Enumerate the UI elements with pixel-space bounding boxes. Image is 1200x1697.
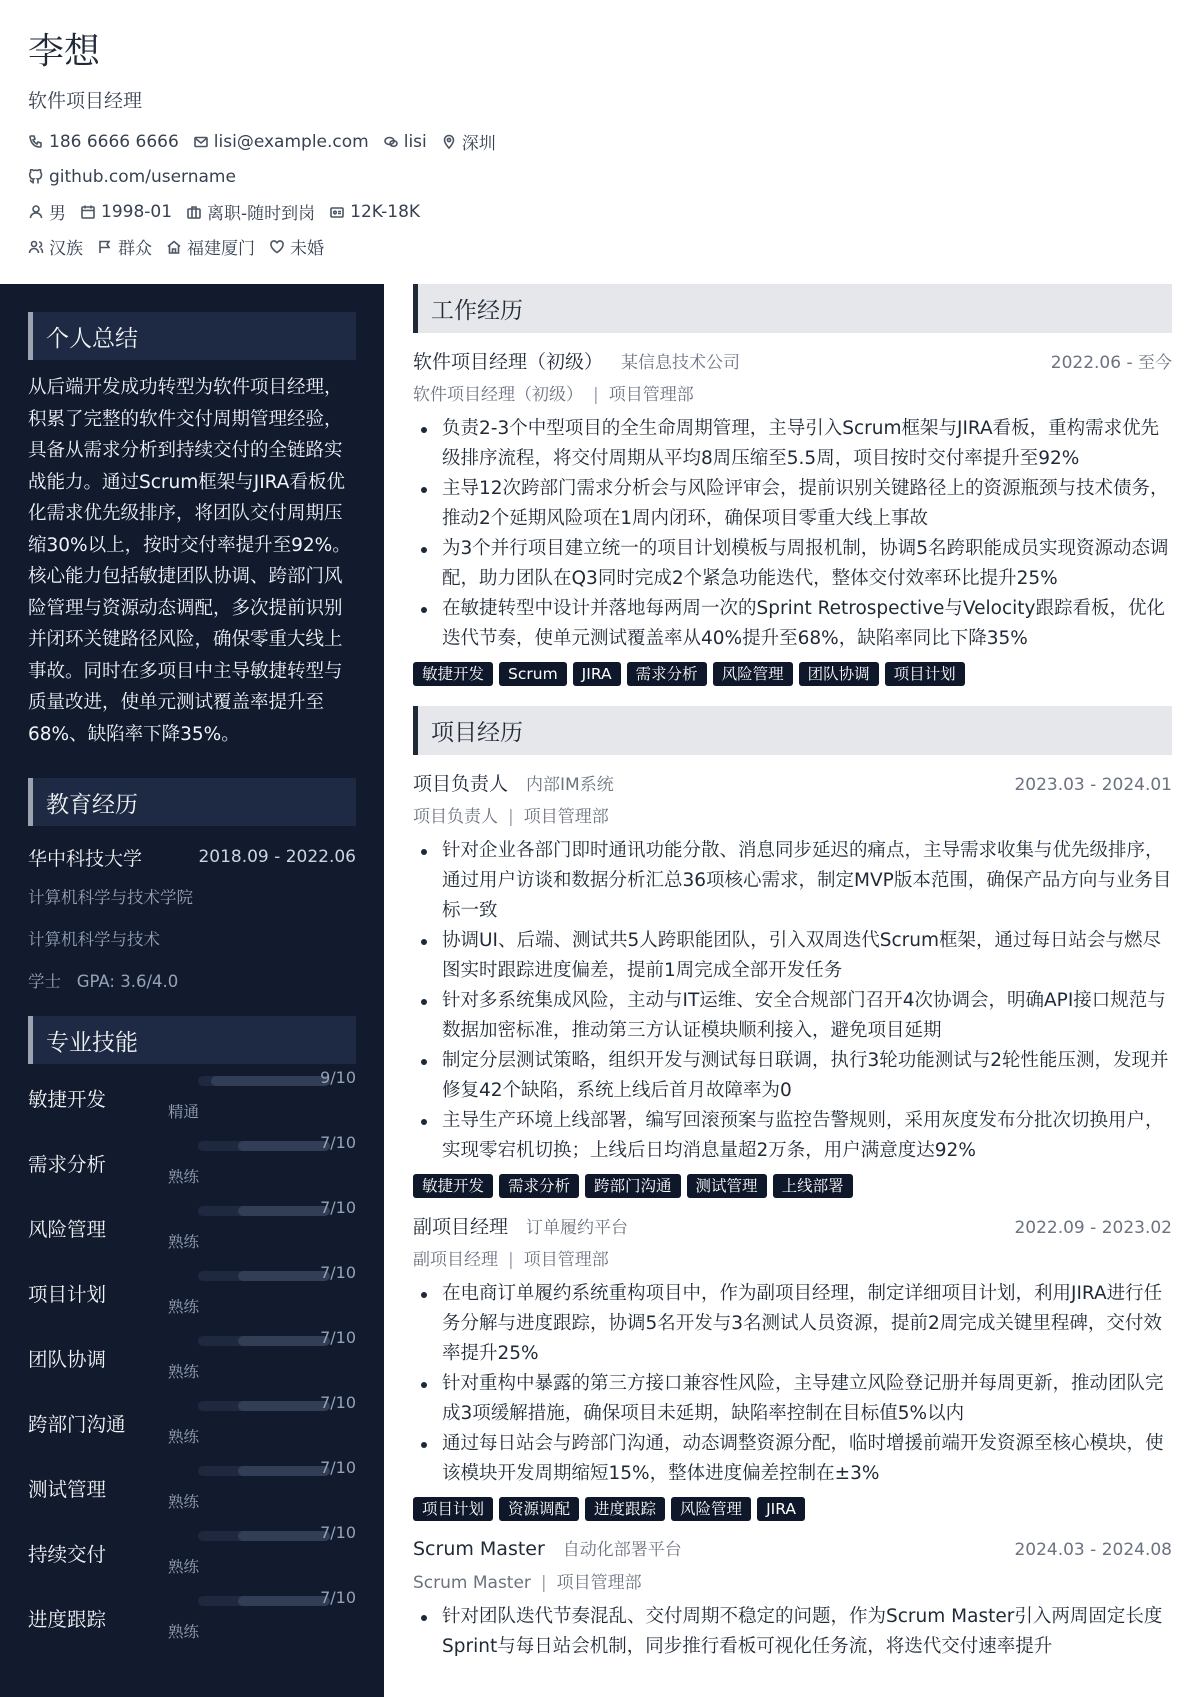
status-item [186, 199, 315, 224]
status-text: 离职-随时到岗 [207, 204, 316, 224]
entry-date: 2022.06 - 至今 [1050, 353, 1172, 373]
skill-bar-fill [238, 1401, 330, 1411]
hometown-text: 福建厦门 [187, 239, 255, 259]
birth-item [80, 202, 172, 222]
gpa-text: GPA: 3.6/4.0 [76, 972, 179, 991]
experience-entry [413, 769, 1172, 1198]
personal-row-1 [28, 194, 1172, 229]
entry-sub-role: 项目负责人 [413, 807, 498, 827]
skill-level: 精通 [168, 1103, 200, 1121]
tag-list [413, 662, 1172, 686]
skill-name: 跨部门沟通 [28, 1413, 126, 1436]
tag-list [413, 1497, 1172, 1521]
politics-item [97, 234, 152, 259]
location-text: 深圳 [461, 134, 496, 154]
work-heading: 工作经历 [413, 284, 1172, 333]
skill-score: 7/10 [320, 1263, 356, 1282]
skill-tag: 需求分析 [627, 662, 707, 686]
phone-number: 186 6666 6666 [49, 131, 179, 152]
calendar-icon [80, 204, 96, 220]
skill-bar [198, 1271, 330, 1281]
personal-row-2 [28, 229, 1172, 264]
major-name: 计算机科学与技术 [28, 930, 160, 949]
skill-tag: 团队协调 [799, 662, 879, 686]
entry-organization: 内部IM系统 [526, 775, 614, 795]
main-content [413, 284, 1172, 1697]
skill-item [28, 1454, 356, 1519]
entry-department: 项目管理部 [556, 1573, 642, 1593]
location-icon [441, 134, 457, 150]
skill-item [28, 1519, 356, 1584]
skill-bar [198, 1531, 330, 1541]
separator: | [593, 385, 599, 405]
sidebar [0, 284, 384, 1697]
skill-tag: 测试管理 [687, 1174, 767, 1198]
summary-heading: 个人总结 [28, 312, 356, 360]
entry-header [413, 1212, 1172, 1238]
bullet-item: 协调UI、后端、测试共5人跨职能团队，引入双周迭代Scrum框架，通过每日站会与燃尽图实时跟踪进度偏差，提前1周完成全部开发任务 [413, 926, 1172, 986]
flag-icon [97, 239, 113, 255]
skill-name: 风险管理 [28, 1218, 107, 1241]
skills-list [28, 1064, 356, 1649]
email-item [193, 132, 369, 152]
skill-score: 9/10 [320, 1068, 356, 1087]
skill-name: 持续交付 [28, 1543, 107, 1566]
user-icon [28, 204, 44, 220]
skills-heading: 专业技能 [28, 1016, 356, 1064]
entry-header [413, 347, 1172, 373]
skill-bar-fill [238, 1336, 330, 1346]
home-icon [166, 239, 182, 255]
skill-item [28, 1259, 356, 1324]
skill-score: 7/10 [320, 1133, 356, 1152]
bullet-item: 针对企业各部门即时通讯功能分散、消息同步延迟的痛点，主导需求收集与优先级排序，通过用户访谈和数据分析汇总36项核心需求，制定MVP版本范围，确保产品方向与业务目标一致 [413, 836, 1172, 926]
wallet-icon [329, 204, 345, 220]
entry-role: Scrum Master [413, 1538, 545, 1560]
briefcase-icon [186, 204, 202, 220]
degree-text: 学士 [28, 972, 61, 991]
gender-text: 男 [49, 204, 66, 224]
skill-name: 测试管理 [28, 1478, 107, 1501]
entry-organization: 自动化部署平台 [562, 1540, 682, 1560]
bullet-item: 制定分层测试策略，组织开发与测试每日联调，执行3轮功能测试与2轮性能压测，发现并修复42个缺陷，系统上线后首月故障率为0 [413, 1046, 1172, 1106]
entry-subtitle [413, 1568, 1172, 1594]
skill-tag: 资源调配 [499, 1497, 579, 1521]
skill-level: 熟练 [168, 1168, 200, 1186]
skill-bar-fill [238, 1206, 330, 1216]
experience-entry [413, 1535, 1172, 1662]
wechat-icon [383, 134, 399, 150]
entry-department: 项目管理部 [523, 1250, 609, 1270]
phone-icon [28, 134, 44, 150]
skill-bar [198, 1401, 330, 1411]
bullet-item: 通过每日站会与跨部门沟通，动态调整资源分配，临时增援前端开发资源至核心模块，使该模块开发周期缩短15%，整体进度偏差控制在±3% [413, 1429, 1172, 1489]
entry-role: 副项目经理 [413, 1216, 509, 1238]
skill-score: 7/10 [320, 1393, 356, 1412]
project-list [413, 769, 1172, 1662]
entry-department: 项目管理部 [608, 385, 694, 405]
entry-sub-role: 软件项目经理（初级） [413, 385, 583, 405]
skill-name: 进度跟踪 [28, 1608, 107, 1631]
marital-item [269, 234, 324, 259]
skill-level: 熟练 [168, 1428, 200, 1446]
experience-entry [413, 1212, 1172, 1521]
skill-item [28, 1389, 356, 1454]
bullet-item: 主导12次跨部门需求分析会与风险评审会，提前识别关键路径上的资源瓶颈与技术债务，推动2个延期风险项在1周内闭环，确保项目零重大线上事故 [413, 474, 1172, 534]
skill-item [28, 1064, 356, 1129]
candidate-name: 李想 [28, 31, 101, 72]
entry-date: 2023.03 - 2024.01 [1014, 775, 1172, 795]
entry-role: 软件项目经理（初级） [413, 351, 604, 373]
bullet-item: 在敏捷转型中设计并落地每两周一次的Sprint Retrospective与Velocity跟踪看板，优化迭代节奏，使单元测试覆盖率从40%提升至68%，缺陷率同比下降35% [413, 594, 1172, 654]
location-item [441, 129, 496, 154]
mail-icon [193, 134, 209, 150]
email-address: lisi@example.com [213, 131, 369, 152]
skill-item [28, 1584, 356, 1649]
entry-role: 项目负责人 [413, 773, 509, 795]
skill-bar-fill [238, 1271, 330, 1281]
entry-subtitle [413, 1245, 1172, 1271]
skill-bar-fill [238, 1531, 330, 1541]
skill-tag: 敏捷开发 [413, 662, 493, 686]
college-name: 计算机科学与技术学院 [28, 888, 193, 907]
bullet-list [413, 1279, 1172, 1489]
separator: | [508, 807, 514, 827]
salary-text: 12K-18K [350, 201, 421, 222]
separator: | [540, 1573, 547, 1593]
wechat-id: lisi [403, 131, 427, 152]
skill-bar [198, 1596, 330, 1606]
entry-department: 项目管理部 [523, 807, 609, 827]
skill-score: 7/10 [320, 1198, 356, 1217]
skill-level: 熟练 [168, 1233, 200, 1251]
ethnicity-text: 汉族 [49, 239, 83, 259]
job-title: 软件项目经理 [28, 90, 143, 112]
skill-tag: 进度跟踪 [585, 1497, 665, 1521]
summary-text: 从后端开发成功转型为软件项目经理，积累了完整的软件交付周期管理经验，具备从需求分析到持续交付的全链路实战能力。通过Scrum框架与JIRA看板优化需求优先级排序，将团队交付周期压缩30%以上，按时交付率提升至92%。核心能力包括敏捷团队协调、跨部门风险管理与资源动态调配，多次提前识别并闭环关键路径风险，确保零重大线上事故。同时在多项目中主导敏捷转型与质量改进，使单元测试覆盖率提升至68%、缺陷率下降35%。 [28, 377, 351, 745]
skill-tag: 风险管理 [671, 1497, 751, 1521]
entry-date: 2024.03 - 2024.08 [1014, 1540, 1172, 1560]
skill-bar [198, 1336, 330, 1346]
work-list [413, 347, 1172, 686]
skill-bar-fill [238, 1596, 330, 1606]
skill-level: 熟练 [168, 1363, 200, 1381]
skill-score: 7/10 [320, 1588, 356, 1607]
skill-score: 7/10 [320, 1328, 356, 1347]
entry-organization: 某信息技术公司 [621, 353, 741, 373]
skill-bar-fill [238, 1466, 330, 1476]
skill-tag: 风险管理 [713, 662, 793, 686]
skill-level: 熟练 [168, 1298, 200, 1316]
github-link[interactable]: github.com/username [49, 166, 236, 187]
entry-subtitle [413, 802, 1172, 828]
skill-tag: 跨部门沟通 [585, 1174, 681, 1198]
bullet-item: 为3个并行项目建立统一的项目计划模板与周报机制，协调5名跨职能成员实现资源动态调配，助力团队在Q3同时完成2个紧急功能迭代，整体交付效率环比提升25% [413, 534, 1172, 594]
entry-title-group [413, 1535, 682, 1560]
skill-tag: JIRA [573, 662, 621, 686]
gender-item [28, 199, 66, 224]
bullet-list [413, 836, 1172, 1166]
skill-score: 7/10 [320, 1458, 356, 1477]
github-icon [28, 169, 44, 185]
politics-text: 群众 [118, 239, 152, 259]
skill-tag: 需求分析 [499, 1174, 579, 1198]
hometown-item [166, 234, 255, 259]
entry-header [413, 769, 1172, 795]
skill-bar-fill [238, 1141, 330, 1151]
skill-bar [198, 1076, 330, 1086]
salary-item [329, 202, 420, 222]
bullet-list [413, 414, 1172, 654]
skill-bar [198, 1141, 330, 1151]
marital-text: 未婚 [290, 239, 324, 259]
github-row [28, 159, 1172, 194]
bullet-item: 针对重构中暴露的第三方接口兼容性风险，主导建立风险登记册并每周更新，推动团队完成3项缓解措施，确保项目未延期，缺陷率控制在目标值5%以内 [413, 1369, 1172, 1429]
tag-list [413, 1174, 1172, 1198]
entry-title-group [413, 347, 740, 374]
skill-name: 项目计划 [28, 1283, 107, 1306]
skill-name: 需求分析 [28, 1153, 107, 1176]
degree-line [28, 966, 356, 998]
github-item [28, 167, 236, 187]
education-entry [28, 840, 356, 874]
entry-subtitle [413, 380, 1172, 406]
bullet-item: 针对多系统集成风险，主动与IT运维、安全合规部门召开4次协调会，明确API接口规范与数据加密标准，推动第三方认证模块顺利接入，避免项目延期 [413, 986, 1172, 1046]
skill-tag: Scrum [499, 662, 567, 686]
projects-heading: 项目经历 [413, 706, 1172, 755]
entry-title-group [413, 1212, 628, 1239]
skill-name: 敏捷开发 [28, 1088, 107, 1111]
bullet-item: 负责2-3个中型项目的全生命周期管理，主导引入Scrum框架与JIRA看板，重构需求优先级排序流程，将交付周期从平均8周压缩至5.5周，项目按时交付率提升至92% [413, 414, 1172, 474]
entry-date: 2022.09 - 2023.02 [1014, 1218, 1172, 1238]
entry-organization: 订单履约平台 [526, 1218, 629, 1238]
skill-item [28, 1194, 356, 1259]
skill-name: 团队协调 [28, 1348, 107, 1371]
skill-level: 熟练 [168, 1623, 200, 1641]
ethnicity-item [28, 234, 83, 259]
bullet-list [413, 1602, 1172, 1662]
school-name: 华中科技大学 [28, 847, 143, 870]
separator: | [508, 1250, 514, 1270]
entry-sub-role: Scrum Master [413, 1573, 531, 1593]
skill-tag: 项目计划 [885, 662, 965, 686]
skill-tag: 上线部署 [773, 1174, 853, 1198]
wechat-item [383, 132, 427, 152]
phone-item [28, 132, 179, 152]
bullet-item: 在电商订单履约系统重构项目中，作为副项目经理，制定详细项目计划，利用JIRA进行任务分解与进度跟踪，协调5名开发与3名测试人员资源，提前2周完成关键里程碑，交付效率提升25% [413, 1279, 1172, 1369]
skill-tag: JIRA [757, 1497, 805, 1521]
bullet-item: 针对团队迭代节奏混乱、交付周期不稳定的问题，作为Scrum Master引入两周固定长度Sprint与每日站会机制，同步推行看板可视化任务流，将迭代交付速率提升 [413, 1602, 1172, 1662]
skill-item [28, 1129, 356, 1194]
contact-row [28, 124, 1172, 159]
skill-tag: 敏捷开发 [413, 1174, 493, 1198]
heart-icon [269, 239, 285, 255]
birth-text: 1998-01 [101, 201, 173, 222]
education-heading: 教育经历 [28, 778, 356, 826]
people-icon [28, 239, 44, 255]
skill-bar [198, 1466, 330, 1476]
resume-header [0, 0, 1200, 284]
education-date: 2018.09 - 2022.06 [198, 847, 356, 867]
skill-bar [198, 1206, 330, 1216]
bullet-item: 主导生产环境上线部署，编写回滚预案与监控告警规则，采用灰度发布分批次切换用户，实现零宕机切换；上线后日均消息量超2万条，用户满意度达92% [413, 1106, 1172, 1166]
skill-item [28, 1324, 356, 1389]
entry-header [413, 1535, 1172, 1561]
entry-title-group [413, 769, 614, 796]
skill-bar-fill [211, 1076, 330, 1086]
experience-entry [413, 347, 1172, 686]
entry-sub-role: 副项目经理 [413, 1250, 498, 1270]
skill-level: 熟练 [168, 1493, 200, 1511]
skill-tag: 项目计划 [413, 1497, 493, 1521]
skill-level: 熟练 [168, 1558, 200, 1576]
skill-score: 7/10 [320, 1523, 356, 1542]
